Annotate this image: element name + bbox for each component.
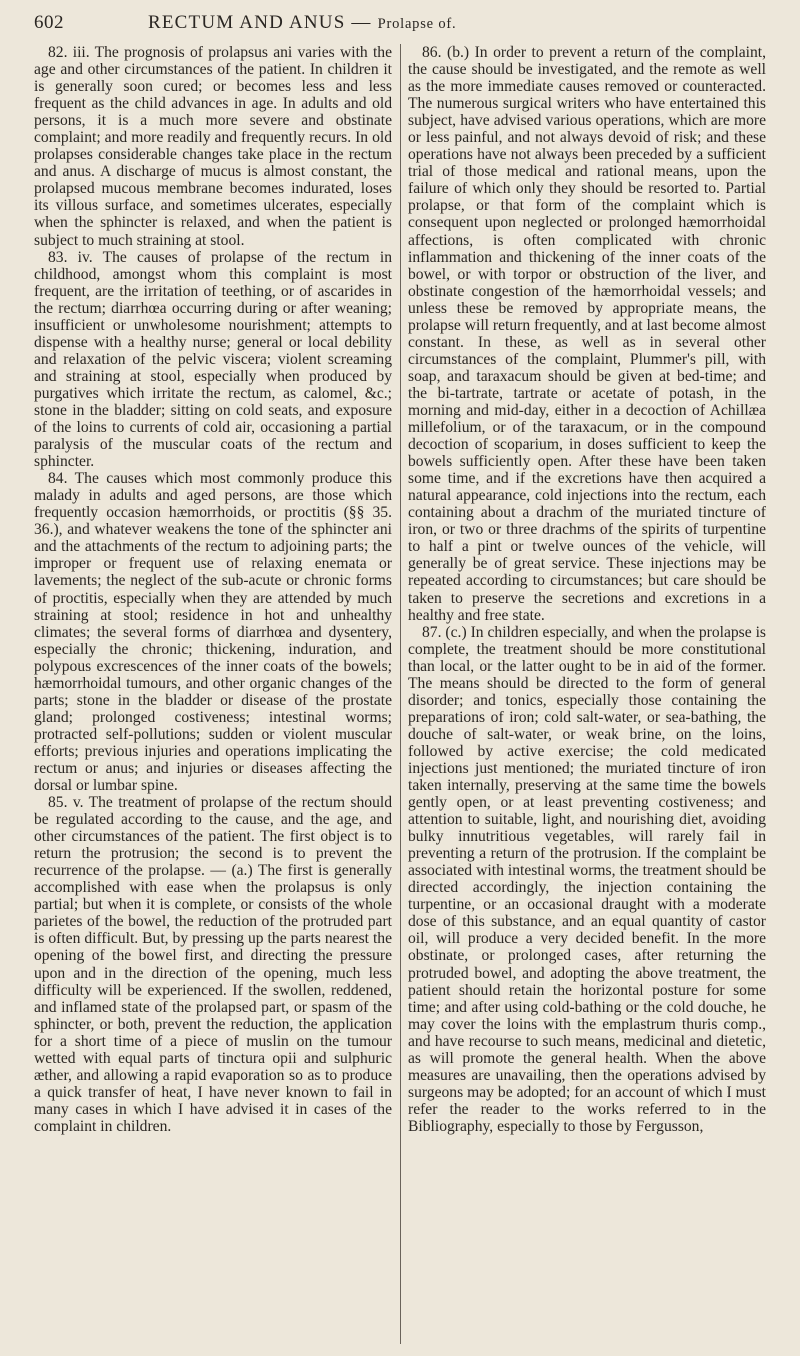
paragraph-87: 87. (c.) In children especially, and when the prolapse is complete, the treatment should be more constitutional than local, or the latter ought to be in aid of the former. The means should be directed to the form of general disorder; and tonics, especially those containing the preparations of iron; cold salt-water, or sea-bathing, the douche of salt-water, or weak brine, on the loins, followed by active exercise; the cold medicated injections just mentioned; the muriated tincture of iron taken internally, preserving at the same time the bowels gently open, or at least preventing costiveness; and attention to suitable, light, and nourishing diet, avoiding bulky innutritious vegetables, will rarely fail in preventing a return of the protrusion. If the complaint be associated with intestinal worms, the treatment should be directed accordingly, the injection containing the turpentine, or an occasional draught with a moderate dose of this substance, and an equal quantity of castor oil, will produce a very decided benefit. In the more obstinate, or prolonged cases, after returning the protruded bowel, and adopting the above treatment, the patient should retain the horizontal posture for some time; and after using cold-bathing or the cold douche, he may cover the loins with the emplastrum thuris comp., and have recourse to such means, medicinal and dietetic, as will promote the general health. When the above measures are unavailing, then the operations advised by surgeons may be adopted; for an account of which I must refer the reader to the works referred to in the Bibliography, especially to those by Fergusson, — [408, 623, 766, 1135]
page-header — [30, 10, 770, 46]
paragraph-82: 82. iii. The prognosis of prolapsus ani varies with the age and other circumstances of the patient. In children it is generally soon cured; or becomes less and less frequent as the child advances in age. In adults and old persons, it is a much more severe and obstinate complaint; and more readily and frequently recurs. In old prolapses considerable changes take place in the rectum and anus. A discharge of mucus is almost constant, the prolapsed mucous membrane becomes indurated, loses its villous surface, and sometimes ulcerates, especially when the sphincter is relaxed, and when the patient is subject to much straining at stool. — [34, 44, 392, 249]
paragraph-83: 83. iv. The causes of prolapse of the rectum in childhood, amongst whom this complaint is most frequent, are the irritation of teething, or of ascarides in the rectum; diarrhœa occurring during or after weaning; insufficient or unwholesome nourishment; attempts to dispense with a healthy nurse; general or local debility and relaxation of the pelvic viscera; violent screaming and straining at stool, especially when produced by purgatives which irritate the rectum, as calomel, &c.; stone in the bladder; sitting on cold seats, and exposure of the loins to currents of cold air, occasioning a partial paralysis of the muscular coats of the rectum and sphincter. — [34, 248, 392, 471]
right-column — [408, 44, 766, 1344]
page-number: 602 — [34, 12, 64, 33]
running-title-main: RECTUM AND ANUS — — [148, 12, 378, 33]
left-column — [34, 44, 392, 1344]
paragraph-85: 85. v. The treatment of prolapse of the rectum should be regulated according to the cause, and the age, and other circumstances of the patient. The first object is to return the protrusion; the second is to prevent the recurrence of the prolapse. — (a.) The first is generally accomplished with ease when the prolapsus is only partial; but when it is complete, or consists of the whole parietes of the bowel, the reduction of the protruded part is often difficult. But, by pressing up the parts nearest the opening of the bowel first, and directing the pressure upon and in the direction of the opening, much less difficulty will be experienced. If the swollen, reddened, and inflamed state of the prolapsed part, or spasm of the sphincter, or both, prevent the reduction, the application for a short time of a piece of muslin on the tumour wetted with equal parts of tinctura opii and sulphuric æther, and allowing a rapid evaporation so as to produce a quick transfer of heat, I have never known to fail in many cases in which I have advised it in cases of the complaint in children. — [34, 794, 392, 1135]
text-columns — [30, 44, 772, 1344]
paragraph-86: 86. (b.) In order to prevent a return of the complaint, the cause should be investigated, and the remote as well as the more immediate causes removed or counteracted. The numerous surgical writers who have entertained this subject, have advised various operations, which are more or less painful, and not always devoid of risk; and these operations have not always been preceded by a sufficient trial of those medical and rational means, upon the failure of which only they should be resorted to. Partial prolapse, or that form of the complaint which is consequent upon neglected or prolonged hæmorrhoidal affections, is often complicated with chronic inflammation and thickening of the inner coats of the bowel, or with torpor or obstruction of the liver, and obstinate congestion of the hæmorrhoidal vessels; and unless these be removed by appropriate means, the prolapse will return frequently, and at last become almost constant. In these, as well as in several other circumstances of the complaint, Plummer's pill, with soap, and taraxacum should be given at bed-time; and the bi-tartrate, tartrate or acetate of potash, in the morning and mid-day, either in a decoction of Achillæa millefolium, or of the taraxacum, or in the compound decoction of scoparium, in doses sufficient to keep the bowels sufficiently open. After these have been taken some time, and if the excretions have then acquired a natural appearance, cold injections into the rectum, each containing about a drachm of the muriated tincture of iron, or two or three drachms of the spirits of turpentine to half a pint or twelve ounces of the vehicle, will generally be of great service. These injections may be repeated according to circumstances; but care should be taken to preserve the secretions and excretions in a healthy and free state. — [408, 44, 766, 624]
column-divider — [400, 44, 401, 1344]
running-title-subject: Prolapse of. — [377, 16, 457, 32]
running-title — [148, 12, 456, 34]
paragraph-84: 84. The causes which most commonly produce this malady in adults and aged persons, are those which frequently occasion hæmorrhoids, or proctitis (§§ 35. 36.), and whatever weakens the tone of the sphincter ani and the attachments of the rectum to adjoining parts; the improper or frequent use of relaxing enemata or lavements; the neglect of the sub-acute or chronic forms of proctitis, especially when they are attended by much straining at stool; residence in hot and unhealthy climates; the several forms of diarrhœa and dysentery, especially the chronic; thickening, induration, and polypous excrescences of the inner coats of the bowels; hæmorrhoidal tumours, and other organic changes of the parts; stone in the bladder or disease of the prostate gland; prolonged costiveness; intestinal worms; protracted self-pollutions; sudden or violent muscular efforts; previous injuries and operations implicating the rectum or anus; and injuries or diseases affecting the dorsal or lumbar spine. — [34, 470, 392, 795]
